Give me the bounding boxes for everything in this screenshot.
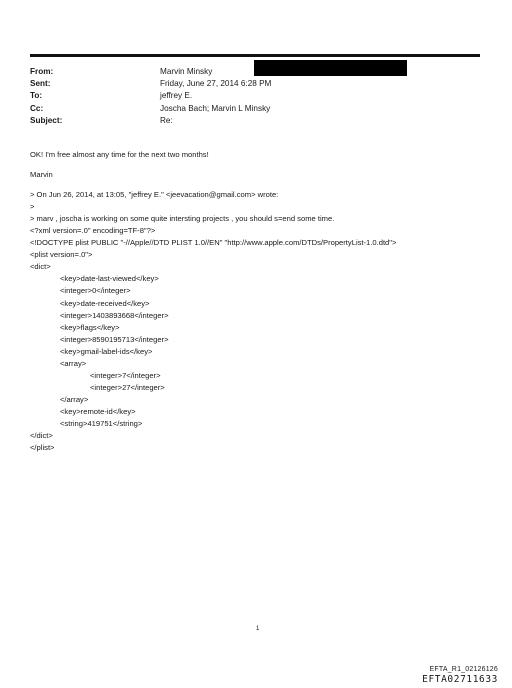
quoted-line: <dict> (30, 262, 51, 272)
footer-id-primary: EFTA_R1_02126126 (429, 666, 498, 673)
quoted-line: <key>date-last-viewed</key> (60, 274, 159, 284)
email-header (30, 66, 490, 127)
quoted-line: <integer>1403893668</integer> (60, 310, 169, 320)
cc-value: Joscha Bach; Marvin L Minsky (160, 103, 271, 113)
sent-label: Sent: (30, 79, 51, 89)
sent-row (30, 78, 490, 90)
to-value: jeffrey E. (160, 91, 193, 101)
email-body (30, 149, 490, 454)
quoted-line: <string>419751</string> (60, 418, 143, 428)
quoted-line: <integer>0</integer> (60, 286, 131, 296)
quoted-line: > marv , joscha is working on some quite intersting projects , you should s=end some time. (30, 214, 335, 224)
quoted-line: </dict> (30, 431, 53, 441)
subject-row (30, 115, 490, 127)
quoted-line: <?xml version=.0" encoding=TF-8"?> (30, 226, 156, 236)
from-value: Marvin Minsky (160, 67, 213, 76)
quoted-line: </array> (60, 394, 89, 404)
header-rule (30, 54, 480, 57)
quoted-line: <integer>8590195713</integer> (60, 334, 169, 344)
quoted-block (30, 189, 490, 454)
quoted-line: <key>date-received</key> (60, 298, 150, 308)
page-number: 1 (256, 626, 260, 632)
subject-label: Subject: (30, 115, 63, 125)
quoted-line: </plist> (30, 443, 55, 453)
quoted-line: <array> (60, 358, 87, 368)
message-text: OK! I'm free almost any time for the next two months! (30, 150, 209, 159)
signature: Marvin (30, 170, 53, 180)
quoted-line: <key>remote-id</key> (60, 406, 136, 416)
to-label: To: (30, 91, 43, 101)
footer-ids (422, 665, 498, 685)
sent-value: Friday, June 27, 2014 6:28 PM (160, 79, 272, 89)
footer-id-secondary: EFTA02711633 (422, 674, 498, 685)
quoted-line: <integer>27</integer> (90, 382, 165, 392)
cc-row (30, 103, 490, 115)
subject-value: Re: (160, 115, 173, 125)
quoted-line: <key>flags</key> (60, 322, 120, 332)
quoted-line: <plist version=.0"> (30, 250, 93, 260)
quoted-line: > On Jun 26, 2014, at 13:05, "jeffrey E." <jeevacation@gmail.com> wrote: (30, 190, 279, 200)
quoted-line: <!DOCTYPE plist PUBLIC "-//Apple//DTD PLIST 1.0//EN" "http://www.apple.com/DTDs/PropertyList-1.0.dtd"> (30, 238, 397, 248)
to-row (30, 90, 490, 102)
cc-label: Cc: (30, 103, 44, 113)
from-row (30, 66, 490, 78)
from-label: From: (30, 67, 54, 76)
quoted-line: > (30, 202, 35, 212)
quoted-line: <integer>7</integer> (90, 370, 161, 380)
redaction-block (254, 60, 407, 76)
quoted-line: <key>gmail-label-ids</key> (60, 346, 153, 356)
